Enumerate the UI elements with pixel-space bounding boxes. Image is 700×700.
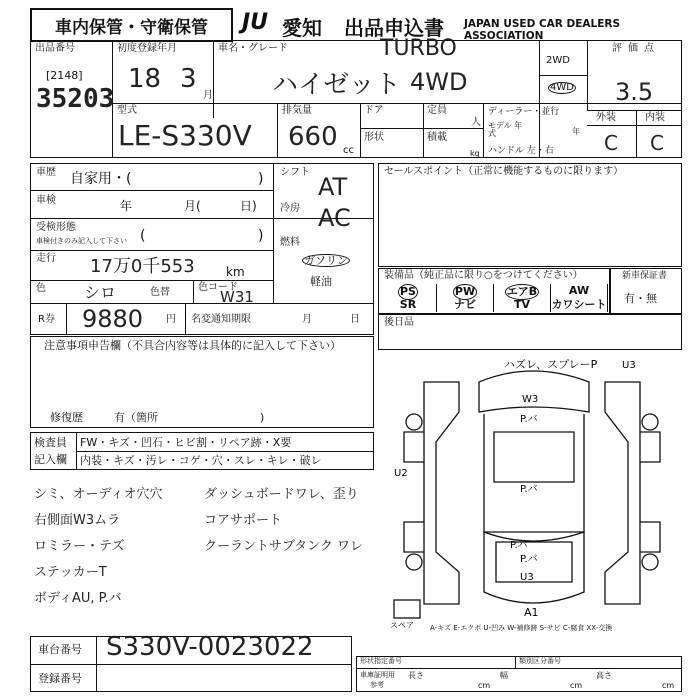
equipment-row [380,298,608,312]
equipment-item: SR [380,298,437,312]
model-year-label: モデル 年式 [488,121,523,138]
width-cm: cm [570,681,583,690]
chassis-label: 車台番号 [38,643,82,656]
km-unit: km [226,265,245,279]
diagram-top-note: ハズレ、スプレーP [504,358,598,371]
exterior-value: C [604,131,618,155]
history-label: 車歴 [36,167,56,178]
displacement-label: 排気量 [282,105,312,116]
ju-logo: JU [242,10,269,35]
mark-bottom-a1: A1 [524,606,539,619]
car-damage-diagram [384,352,680,630]
height-cm: cm [662,681,675,690]
transfer-close: ) [258,228,264,244]
handle-label: ハンドル 左・右 [488,146,554,156]
inspector-label-2: 記入欄 [34,453,67,466]
post-fitted-frame [378,314,682,350]
score-label: 評価点 [612,43,660,54]
model-label: 型式 [117,105,137,116]
yen-unit: 円 [166,314,176,325]
mark-pb-4: P.バ [510,540,528,551]
car-name-label: 車名・グレード [218,43,288,54]
handwritten-note: ロミラー・テズ [34,539,125,554]
form-title: 出品申込書 [344,16,444,40]
lot-number-label: 出品番号 [35,43,75,54]
width-label: 幅 [500,671,508,680]
fuel-gas: ガソリン [304,254,348,267]
mark-pb-1: P.バ [520,414,538,425]
expiry-label: 名変通知期限 [191,314,251,325]
history-close: ) [258,171,264,187]
lot-number-value: 35203 [36,84,115,114]
shift-label: シフト [280,167,310,178]
equipment-item: PS [380,284,437,298]
color-value: シロ [84,283,117,302]
transfer-open: ( [140,228,146,244]
mark-pb-3: P.バ [520,554,538,565]
repair-close: ) [260,411,265,424]
ref-label: 参考 [370,681,384,689]
handwritten-note: ダッシュボードワレ、歪り [204,487,359,502]
length-cm: cm [478,681,491,690]
fuel-label: 燃料 [280,237,300,248]
inspection-year: 年 [120,199,133,213]
length-label: 長さ [408,671,424,680]
transfer-label: 受検形態 [36,222,76,233]
mark-w3: W3 [522,394,539,405]
interior-value: C [650,131,664,155]
color-code-label: 色コード [198,282,238,293]
document-type-title: 車内保管・守衛保管 [30,8,233,42]
size-label-1: 形状指定番号 [360,657,402,665]
displacement-value: 660 [288,122,338,152]
first-reg-month: 3 [180,64,197,94]
equipment-grid [380,284,608,312]
equipment-item: カワシート [551,298,607,311]
color-code-value: W31 [220,288,254,306]
grade-turbo: TURBO [380,36,457,61]
handwritten-note: ボディAU, P.バ [34,591,122,606]
score-value: 3.5 [615,78,654,106]
drive-4wd: 4WD [550,82,574,93]
equipment-item: TV [494,298,551,312]
shape-label: 形状 [364,132,384,143]
r-ticket-label: R券 [38,314,55,325]
kg-unit: kg [470,149,480,158]
inspector-label: 検査員 [34,436,67,449]
expiry-day: 日 [350,314,360,325]
height-label: 高さ [596,671,612,680]
repair-value: 有（箇所 [114,411,158,424]
interior-label: 内装 [645,112,665,123]
ac-label: 冷房 [280,203,300,214]
shift-value: AT [318,173,348,201]
chassis-value: S330V-0023022 [106,632,314,662]
lot-sub-number: [2148] [46,69,83,82]
mileage-label: 走行 [36,253,56,264]
mark-side-u2: U2 [394,468,408,479]
handwritten-note: ステッカーT [34,565,107,580]
first-reg-label: 初度登録年月 [117,43,177,54]
person-unit: 人 [471,117,481,128]
handwritten-note: クーラントサブタンク ワレ [204,539,363,554]
cc-unit: cc [343,145,354,156]
model-value: LE-S330V [118,119,252,152]
post-fitted-label: 後日品 [384,317,414,328]
transfer-note: 車検付きのみ記入して下さい [36,237,127,245]
repair-label: 修復歴 [50,411,83,424]
damage-legend: A-キズ E-エクボ U-凹み W-補修跡 S-サビ C-腐食 XX-交換 [430,624,613,632]
r-ticket-value: 9880 [82,305,144,333]
expiry-month: 月 [302,314,312,325]
spare-label: スペア [390,621,414,630]
registration-label: 登録番号 [38,672,82,685]
doors-label: ドア [364,105,384,116]
color-change-label: 色替 [150,287,170,298]
association-name: JAPAN USED CAR DEALERS ASSOCIATION [464,18,621,42]
load-label: 積載 [427,132,447,143]
diagram-top-note-2: U3 [622,360,636,371]
sales-point-label: セールスポイント（正常に機能するものに限ります） [384,166,624,177]
grade-drive: 4WD [410,68,468,96]
car-name-value: ハイゼット [272,70,401,100]
exterior-label: 外装 [596,112,616,123]
equipment-item: PW [437,284,494,298]
equipment-item: ナビ [437,298,494,312]
drive-2wd: 2WD [546,55,570,66]
warranty-label: 新車保証書 [622,271,668,281]
first-reg-year: 18 [128,64,162,94]
year-unit: 年 [572,127,580,136]
ac-value: AC [318,204,351,232]
equipment-item: AW [551,284,608,298]
dealer-label: ディーラー・並行 [488,107,560,117]
equipment-item: エアB [494,284,551,298]
history-value: 自家用・( [70,171,132,187]
size-label-2: 類別区分番号 [519,657,561,665]
inspection-month: 月( [184,199,201,213]
handwritten-note: コアサポート [204,513,283,528]
inspection-day: 日) [240,199,257,213]
warranty-value: 有・無 [624,292,657,305]
inspector-row1: FW・キズ・凹石・ヒビ割・リペア跡・X要 [80,436,292,449]
handwritten-note: シミ、オーディオ穴穴 [34,487,163,502]
month-unit: 月 [203,90,213,101]
equipment-row [380,284,608,298]
notes-label: 注意事項申告欄（不具合内容等は具体的に記入して下さい） [44,339,341,352]
sales-point-frame [378,163,682,267]
mark-pb-2: P.バ [520,484,538,495]
capacity-label: 定員 [427,105,447,116]
fuel-diesel: 軽油 [310,275,332,288]
cert-label: 車庫証明用 [360,671,395,679]
color-label: 色 [36,283,46,294]
handwritten-note: 右側面W3ムラ [34,513,121,528]
mark-u3: U3 [520,572,534,583]
mileage-value: 17万0千553 [90,256,195,277]
inspection-label: 車検 [36,195,56,206]
inspector-row2: 内装・キズ・汚レ・コゲ・穴・スレ・キレ・破レ [80,454,322,467]
equipment-label: 装備品（純正品に限り○をつけてください） [384,270,583,281]
org-name: 愛知 [282,16,322,40]
